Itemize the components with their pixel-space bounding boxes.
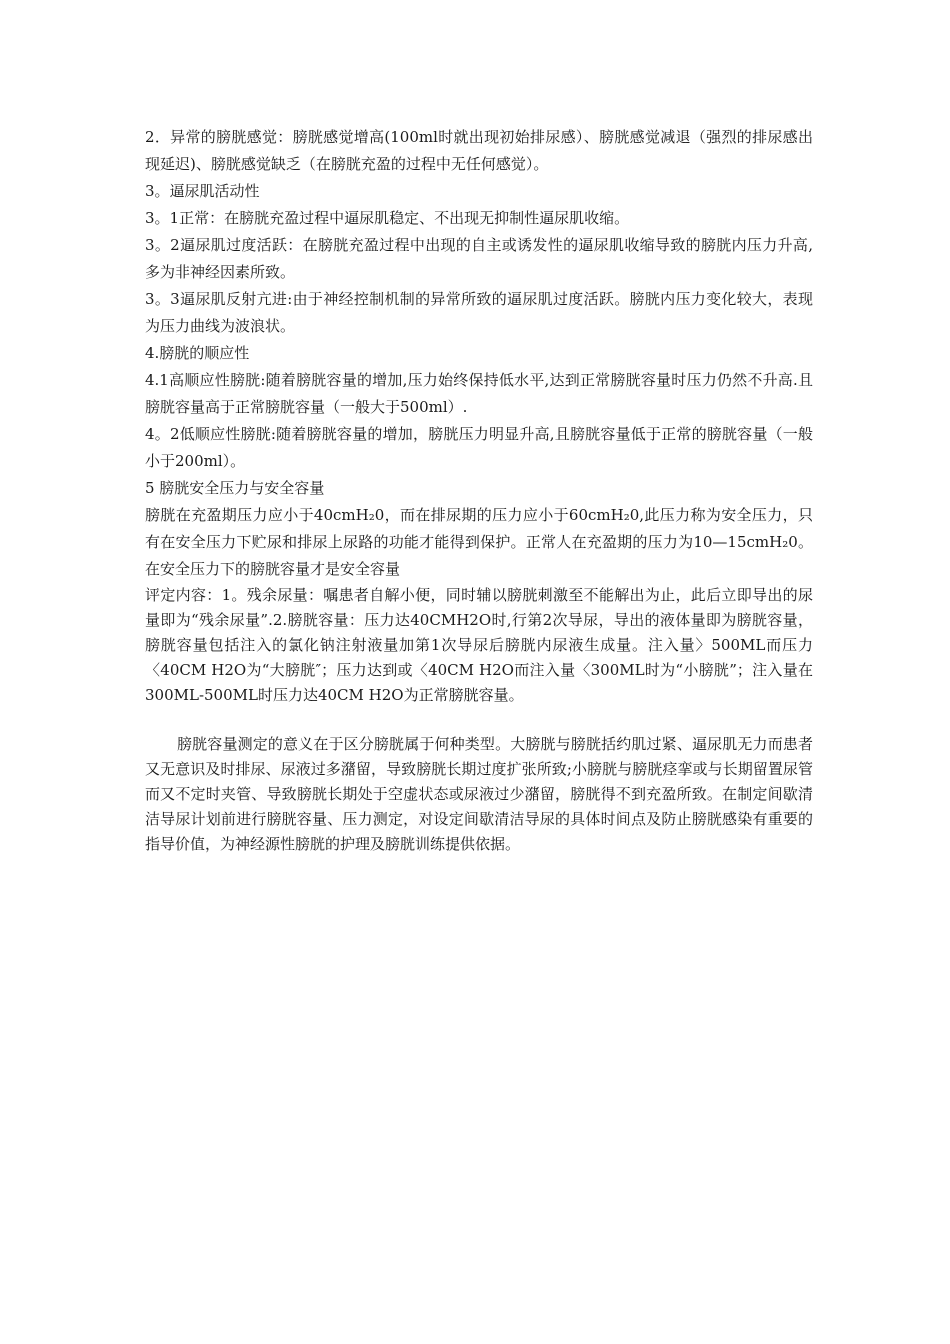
bladder-function-section: [145, 124, 813, 583]
assessment-section: [145, 583, 813, 708]
document-page: [145, 124, 813, 857]
detrusor-overactive-paragraph: 3。2逼尿肌过度活跃：在膀胱充盈过程中出现的自主或诱发性的逼尿肌收缩导致的膀胱内压力升高,多为非神经因素所致。: [145, 236, 813, 281]
safe-pressure-heading: 5 膀胱安全压力与安全容量: [145, 479, 325, 497]
high-compliance-paragraph: 4.1高顺应性膀胱:随着膀胱容量的增加,压力始终保持低水平,达到正常膀胱容量时压力仍然不升高.且膀胱容量高于正常膀胱容量（一般大于500ml）.: [145, 371, 813, 416]
detrusor-hyperreflexia-paragraph: 3。3逼尿肌反射亢进:由于神经控制机制的异常所致的逼尿肌过度活跃。膀胱内压力变化较大，表现为压力曲线为波浪状。: [145, 290, 813, 335]
detrusor-normal-paragraph: 3。1正常：在膀胱充盈过程中逼尿肌稳定、不出现无抑制性逼尿肌收缩。: [145, 209, 630, 227]
detrusor-activity-heading: 3。逼尿肌活动性: [145, 182, 260, 200]
capacity-significance-paragraph: 膀胱容量测定的意义在于区分膀胱属于何种类型。大膀胱与膀胱括约肌过紧、逼尿肌无力而患者又无意识及时排尿、尿液过多潴留，导致膀胱长期过度扩张所致;小膀胱与膀胱痉挛或与长期留置尿管而又不定时夹管、导致膀胱长期处于空虚状态或尿液过少潴留，膀胱得不到充盈所致。在制定间歇清洁导尿计划前进行膀胱容量、压力测定，对设定间歇清洁导尿的具体时间点及防止膀胱感染有重要的指导价值，为神经源性膀胱的护理及膀胱训练提供依据。: [145, 735, 813, 853]
paragraph-spacer: [145, 708, 813, 732]
assessment-content-paragraph: 评定内容：1。残余尿量：嘱患者自解小便，同时辅以膀胱刺激至不能解出为止，此后立即导出的尿量即为“残余尿量”.2.膀胱容量：压力达40CMH2O时,行第2次导尿，导出的液体量即为膀胱容量，膀胱容量包括注入的氯化钠注射液量加第1次导尿后膀胱内尿液生成量。注入量〉500ML而压力〈40CM H2O为“大膀胱″；压力达到或〈40CM H2O而注入量〈300ML时为“小膀胱”；注入量在300ML-500ML时压力达40CM H2O为正常膀胱容量。: [145, 586, 813, 704]
safe-pressure-paragraph: 膀胱在充盈期压力应小于40cmH₂0，而在排尿期的压力应小于60cmH₂0,此压力称为安全压力，只有在安全压力下贮尿和排尿上尿路的功能才能得到保护。正常人在充盈期的压力为10—15cmH₂0。在安全压力下的膀胱容量才是安全容量: [145, 506, 813, 578]
abnormal-bladder-sensation-paragraph: 2．异常的膀胱感觉：膀胱感觉增高(100ml时就出现初始排尿感）、膀胱感觉减退（强烈的排尿感出现延迟)、膀胱感觉缺乏（在膀胱充盈的过程中无任何感觉）。: [145, 128, 813, 173]
low-compliance-paragraph: 4。2低顺应性膀胱:随着膀胱容量的增加，膀胱压力明显升高,且膀胱容量低于正常的膀胱容量（一般小于200ml）。: [145, 425, 813, 470]
bladder-compliance-heading: 4.膀胱的顺应性: [145, 344, 250, 362]
significance-section: [145, 732, 813, 857]
